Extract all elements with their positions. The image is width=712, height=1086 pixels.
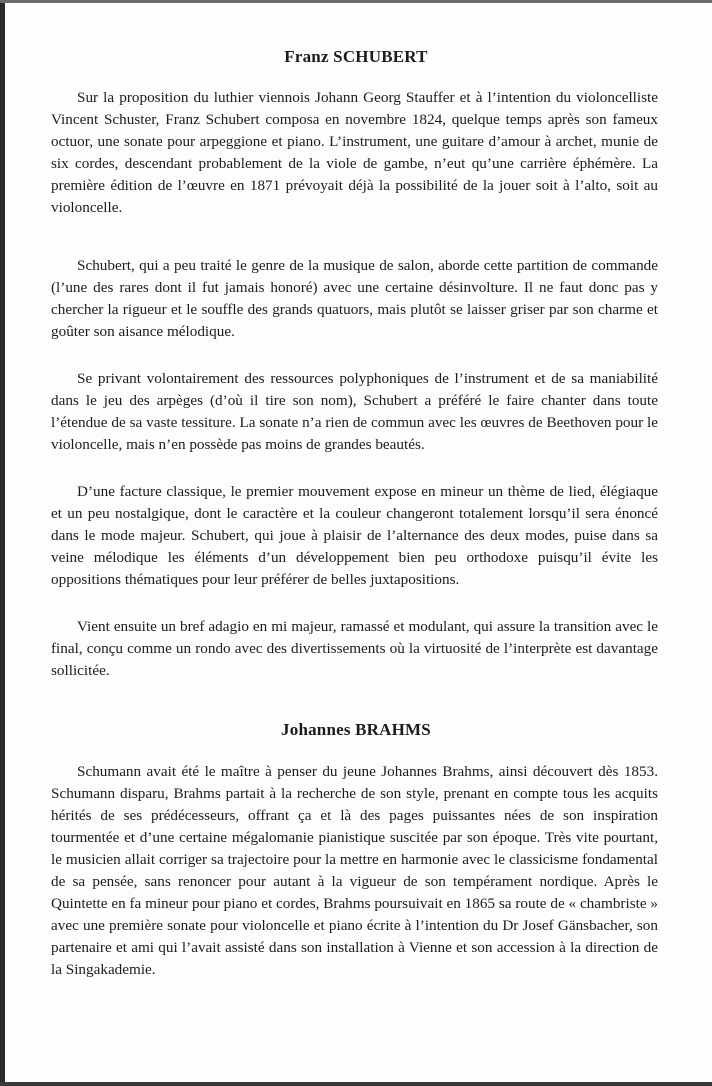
page-left-edge [0, 0, 5, 1086]
schubert-title-last-name: SCHUBERT [333, 47, 428, 66]
page-top-edge [0, 0, 712, 3]
schubert-title-first-name: Franz [284, 47, 329, 66]
brahms-title-first-name: Johannes [281, 720, 351, 739]
brahms-paragraph-1: Schumann avait été le maître à penser du jeune Johannes Brahms, ainsi découvert dès 1853. Schumann disparu, Brahms partait à la recherche de son style, prenant en compte tous les acquits hérités de ses prédécesseurs, offrant ça et là des pages puissantes nées de son inspiration tourmentée et d’une certaine mégalomanie pianistique suscitée par son époque. Très vite pourtant, le musicien allait corriger sa trajectoire pour la mettre en harmonie avec le classicisme fondamental de sa pensée, sans renoncer pour autant à la vigueur de son tempérament nordique. Après le Quintette en fa mineur pour piano et cordes, Brahms poursuivait en 1865 sa route de « chambriste » avec une première sonate pour violoncelle et piano écrite à l’intention du Dr Josef Gänsbacher, son partenaire et ami qui l’avait assisté dans son installation à Vienne et son accession à la direction de la Singakademie. [51, 763, 658, 978]
page-bottom-edge [0, 1082, 712, 1086]
brahms-section-title [0, 720, 712, 740]
schubert-paragraph-5: Vient ensuite un bref adagio en mi majeur, ramassé et modulant, qui assure la transition avec le final, conçu comme un rondo avec des divertissements où la virtuosité de l’interprète est davantage sollicitée. [51, 618, 658, 679]
schubert-paragraph-1: Sur la proposition du luthier viennois Johann Georg Stauffer et à l’intention du violoncelliste Vincent Schuster, Franz Schubert composa en novembre 1824, quelque temps après son fameux octuor, une sonate pour arpeggione et piano. L’instrument, une guitare d’amour à archet, munie de six cordes, descendant probablement de la viole de gambe, n’eut qu’une carrière éphémère. La première édition de l’œuvre en 1871 prévoyait déjà la possibilité de la jouer soit à l’alto, soit au violoncelle. [51, 89, 658, 216]
schubert-section-title [0, 47, 712, 67]
schubert-paragraph-3: Se privant volontairement des ressources polyphoniques de l’instrument et de sa maniabilité dans le jeu des arpèges (d’où il tire son nom), Schubert a préféré le faire chanter dans toute l’étendue de sa vaste tessiture. La sonate n’a rien de commun avec les œuvres de Beethoven pour le violoncelle, mais n’en possède pas moins de grandes beautés. [51, 370, 658, 453]
schubert-paragraph-2: Schubert, qui a peu traité le genre de la musique de salon, aborde cette partition de commande (l’une des rares dont il fut jamais honoré) avec une certaine désinvolture. Il ne faut donc pas y chercher la rigueur et le souffle des grands quatuors, mais plutôt se laisser griser par son charme et goûter son aisance mélodique. [51, 257, 658, 340]
schubert-paragraph-4: D’une facture classique, le premier mouvement expose en mineur un thème de lied, élégiaque et un peu nostalgique, dont le caractère et la couleur changeront totalement lorsqu’il sera énoncé dans le mode majeur. Schubert, qui joue à plaisir de l’alternance des deux modes, puise dans sa veine mélodique les éléments d’un développement bien peu orthodoxe puisqu’il évite les oppositions thématiques pour leur préférer de belles juxtapositions. [51, 483, 658, 588]
brahms-title-last-name: BRAHMS [355, 720, 431, 739]
